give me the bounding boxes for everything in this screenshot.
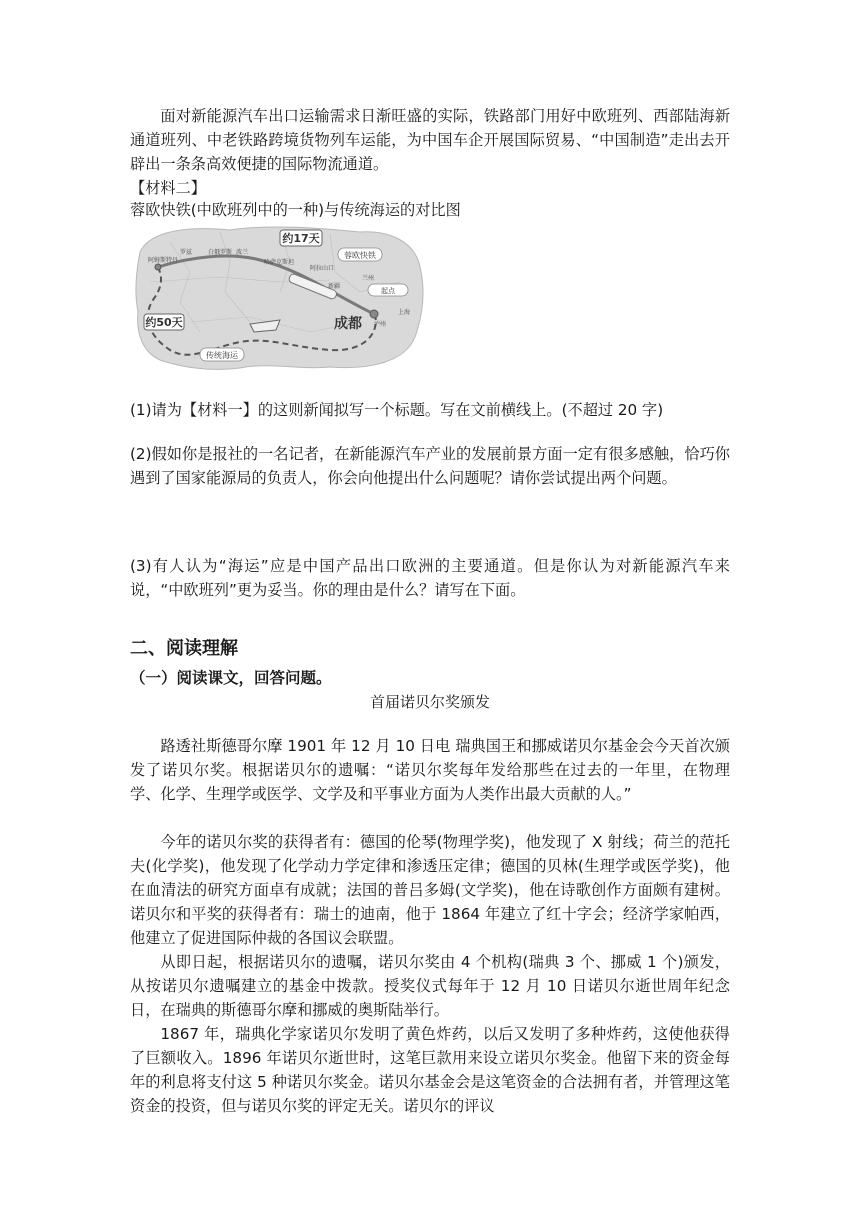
material1-paragraph: 面对新能源汽车出口运输需求日渐旺盛的实际，铁路部门用好中欧班列、西部陆海新通道班列、中老铁路跨境货物列车运能，为中国车企开展国际贸易、“中国制造”走出去开辟出一条条高效便捷的国际物流通道。 (130, 107, 730, 173)
question-1: (1)请为【材料一】的这则新闻拟写一个标题。写在文前横线上。(不超过 20 字) (130, 401, 664, 419)
section-heading: 二、阅读理解 (130, 638, 238, 659)
sub-heading: （一）阅读课文，回答问题。 (130, 669, 332, 687)
label-luzhou: 泸州 (374, 321, 387, 328)
start-point-marker (155, 264, 161, 270)
article-paragraph: 今年的诺贝尔奖的获得者有：德国的伦琴(物理学奖)，他发现了 X 射线；荷兰的范托夫(化学奖)，他发现了化学动力学定律和渗透压定律；德国的贝林(生理学或医学奖)，他在血清法的研究方面卓有成就；法国的普吕多姆(文学奖)，他在诗歌创作方面颇有建树。诺贝尔和平奖的获得者有：瑞士的迪南，他于 1864 年建立了红十字会；经济学家帕西，他建立了促进国际仲裁的各国议会联盟。 (130, 833, 730, 947)
map-landmass (136, 227, 423, 369)
label-rongou-rail: 蓉欧快铁 (344, 251, 376, 260)
article-paragraph: 从即日起，根据诺贝尔的遗嘱，诺贝尔奖由 4 个机构(瑞典 3 个、挪威 1 个)颁发，从按诺贝尔遗嘱建立的基金中拨款。授奖仪式每年于 12 月 10 日诺贝尔逝世周年纪念日，在瑞典的斯德哥尔摩和挪威的奥斯陆举行。 (130, 953, 730, 1019)
route-comparison-map (130, 222, 430, 372)
place-label: 白俄罗斯 (208, 249, 233, 256)
label-chengdu: 成都 (334, 316, 362, 332)
material2-caption: 蓉欧快铁(中欧班列中的一种)与传统海运的对比图 (130, 201, 461, 219)
place-label: 阿拉山口 (310, 265, 335, 272)
place-label: 新疆 (328, 283, 341, 290)
label-traditional-sea: 传统海运 (206, 351, 238, 360)
label-50-days: 约50天 (145, 316, 183, 329)
place-label: 波兰 (236, 249, 249, 256)
question-2: (2)假如你是报社的一名记者，在新能源汽车产业的发展前景方面一定有很多感触，恰巧你遇到了国家能源局的负责人，你会向他提出什么问题呢？请你尝试提出两个问题。 (130, 445, 730, 487)
chengdu-marker (370, 310, 378, 318)
label-start: 起点 (381, 287, 395, 295)
label-shanghai: 上海 (398, 309, 411, 316)
article-title: 首届诺贝尔奖颁发 (369, 693, 490, 711)
label-lanzhou: 兰州 (362, 275, 375, 282)
place-label: 哈萨克斯坦 (264, 259, 295, 266)
article-paragraph: 路透社斯德哥尔摩 1901 年 12 月 10 日电 瑞典国王和挪威诺贝尔基金会今天首次颁发了诺贝尔奖。根据诺贝尔的遗嘱：“诺贝尔奖每年发给那些在过去的一年里，在物理学、化学、生理学或医学、文学及和平事业方面为人类作出最大贡献的人。” (130, 737, 730, 803)
place-label: 罗兹 (180, 249, 193, 256)
article-paragraph: 1867 年，瑞典化学家诺贝尔发明了黄色炸药，以后又发明了多种炸药，这使他获得了巨额收入。1896 年诺贝尔逝世时，这笔巨款用来设立诺贝尔奖金。他留下来的资金每年的利息将支付这 5 种诺贝尔奖金。诺贝尔基金会是这笔资金的合法拥有者，并管理这笔资金的投资，但与诺贝尔奖的评定无关。诺贝尔的评议 (130, 1025, 730, 1115)
question-3: (3)有人认为“海运”应是中国产品出口欧洲的主要通道。但是你认为对新能源汽车来说，“中欧班列”更为妥当。你的理由是什么？请写在下面。 (130, 557, 730, 599)
material2-heading: 【材料二】 (130, 179, 206, 197)
label-17-days: 约17天 (282, 232, 320, 245)
label-amsterdam: 阿姆斯特丹 (148, 257, 179, 264)
